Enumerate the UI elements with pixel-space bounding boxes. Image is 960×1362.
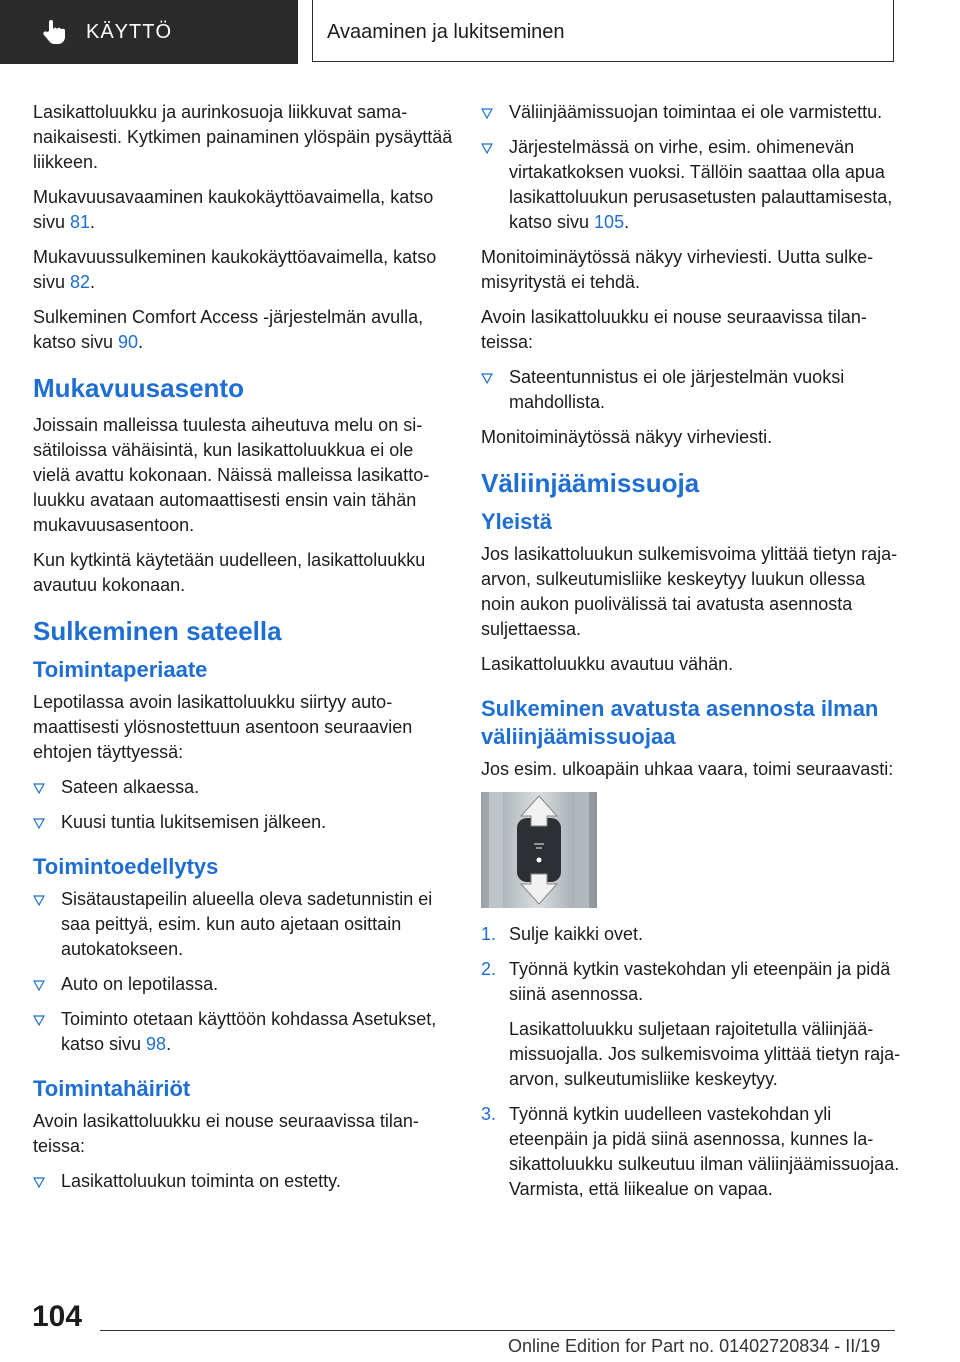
paragraph: Lasikattoluukku avautuu vähän. bbox=[481, 654, 734, 674]
bullet-triangle-icon bbox=[481, 372, 493, 384]
bullet-triangle-icon bbox=[33, 817, 45, 829]
bullet-triangle-icon bbox=[33, 894, 45, 906]
heading-toimintaperiaate: Toimintaperiaate bbox=[33, 657, 208, 682]
page-link[interactable]: 81 bbox=[70, 212, 91, 232]
paragraph-ref: Mukavuussulkeminen kaukokäyttöavaimella, katso sivu 82. bbox=[33, 247, 437, 292]
paragraph: Avoin lasikattoluukku ei nouse seuraavissa tilanteissa: bbox=[481, 307, 867, 352]
list-item: Väliinjäämissuojan toimintaa ei ole varmistettu. bbox=[481, 100, 901, 125]
roof-switch-image bbox=[481, 792, 597, 908]
list-item: Auto on lepotilassa. bbox=[33, 972, 453, 997]
page-link[interactable]: 105 bbox=[594, 212, 625, 232]
right-column bbox=[481, 100, 901, 1212]
heading-sulkeminen-sateella: Sulkeminen sateella bbox=[33, 616, 282, 646]
list-item: Sisätaustapeilin alueella oleva sadetunnistin ei saa peittyä, esim. kun auto ajetaan osittain autokatokseen. bbox=[33, 887, 453, 962]
list-item: Järjestelmässä on virhe, esim. ohimenevän virtakatkoksen vuoksi. Tällöin saattaa olla apua lasikattoluukun perusasetusten palauttamisesta, katso sivu 105. bbox=[481, 135, 901, 235]
paragraph: Monitoiminäytössä näkyy virheviesti. bbox=[481, 427, 773, 447]
bullet-triangle-icon bbox=[33, 979, 45, 991]
paragraph: Monitoiminäytössä näkyy virheviesti. Uutta sulkemisyritystä ei tehdä. bbox=[481, 247, 874, 292]
step-text: Työnnä kytkin uudelleen vastekohdan yli eteenpäin ja pidä siinä asennossa, kunnes lasikattoluukku sulkeutuu ilman väliinjäämissuojaa. Varmista, että liikealue on vapaa. bbox=[509, 1104, 900, 1199]
step-number: 2. bbox=[481, 959, 497, 979]
paragraph: Avoin lasikattoluukku ei nouse seuraavissa tilanteissa: bbox=[33, 1111, 419, 1156]
heading-toimintoedellytys: Toimintoedellytys bbox=[33, 854, 219, 879]
heading-valiinjaamissuoja: Väliinjäämissuoja bbox=[481, 468, 700, 498]
page-link[interactable]: 82 bbox=[70, 272, 91, 292]
paragraph-ref: Mukavuusavaaminen kaukokäyttöavaimella, katso sivu 81. bbox=[33, 187, 434, 232]
paragraph: Jos esim. ulkoapäin uhkaa vaara, toimi seuraavasti: bbox=[481, 759, 894, 779]
list-item: Toiminto otetaan käyttöön kohdassa Asetukset, katso sivu 98. bbox=[33, 1007, 453, 1057]
paragraph: Lepotilassa avoin lasikattoluukku siirtyy automaattisesti ylösnostettuun asentoon seuraavien ehtojen täyttyessä: bbox=[33, 692, 413, 762]
paragraph: Joissain malleissa tuulesta aiheutuva melu on sisätiloissa vähäisintä, kun lasikattoluukkua ei ole vielä avattu kokonaan. Näissä malleissa lasikattoluukku avataan automaattisesti ensin vain tähän mukavuusasentoon. bbox=[33, 415, 430, 535]
bullet-triangle-icon bbox=[33, 1014, 45, 1026]
step-item bbox=[481, 957, 901, 1007]
left-column bbox=[33, 100, 453, 1204]
list-item: Kuusi tuntia lukitsemisen jälkeen. bbox=[33, 810, 453, 835]
heading-mukavuusasento: Mukavuusasento bbox=[33, 373, 244, 403]
heading-yleista: Yleistä bbox=[481, 509, 552, 534]
bullet-triangle-icon bbox=[33, 782, 45, 794]
paragraph: Lasikattoluukku ja aurinkosuoja liikkuvat samanaikaisesti. Kytkimen painaminen ylöspäin pysäyttää liikkeen. bbox=[33, 102, 453, 172]
paragraph: Jos lasikattoluukun sulkemisvoima ylittää tietyn raja-arvon, sulkeutumisliike keskeytyy luukun ollessa noin aukon puolivälissä tai avatusta asennosta suljettaessa. bbox=[481, 544, 898, 639]
paragraph: Kun kytkintä käytetään uudelleen, lasikattoluukku avautuu kokonaan. bbox=[33, 550, 426, 595]
page-header bbox=[0, 0, 960, 66]
footer-divider bbox=[100, 1330, 895, 1331]
section-label: KÄYTTÖ bbox=[86, 21, 173, 43]
list-item: Lasikattoluukun toiminta on estetty. bbox=[33, 1169, 453, 1194]
step-text: Sulje kaikki ovet. bbox=[509, 924, 644, 944]
edition-note: Online Edition for Part no. 01402720834 - II/19 bbox=[508, 1336, 881, 1356]
step-text: Työnnä kytkin vastekohdan yli eteenpäin ja pidä siinä asennossa. bbox=[509, 959, 891, 1004]
chapter-title: Avaaminen ja lukitseminen bbox=[327, 21, 565, 43]
step-item bbox=[481, 922, 901, 947]
page-link[interactable]: 98 bbox=[146, 1034, 167, 1054]
bullet-triangle-icon bbox=[481, 142, 493, 154]
heading-sulkeminen-avatusta: Sulkeminen avatusta asennosta ilman väliinjäämissuojaa bbox=[481, 696, 879, 749]
heading-toimintahairiot: Toimintahäiriöt bbox=[33, 1076, 191, 1101]
step-note: Lasikattoluukku suljetaan rajoitetulla väliinjäämissuojalla. Jos sulkemisvoima ylittää tietyn raja-arvon, sulkeutumisliike keskeytyy. bbox=[509, 1019, 901, 1089]
page-number: 104 bbox=[32, 1300, 83, 1333]
paragraph-ref: Sulkeminen Comfort Access -järjestelmän avulla, katso sivu 90. bbox=[33, 307, 424, 352]
step-number: 1. bbox=[481, 924, 497, 944]
step-item bbox=[481, 1102, 901, 1202]
bullet-triangle-icon bbox=[481, 107, 493, 119]
bullet-triangle-icon bbox=[33, 1176, 45, 1188]
list-item: Sateentunnistus ei ole järjestelmän vuoksi mahdollista. bbox=[481, 365, 901, 415]
chapter-tab bbox=[312, 0, 894, 62]
section-tab bbox=[0, 0, 298, 64]
hand-pointer-icon bbox=[40, 18, 68, 46]
list-item: Sateen alkaessa. bbox=[33, 775, 453, 800]
step-number: 3. bbox=[481, 1104, 497, 1124]
page-link[interactable]: 90 bbox=[118, 332, 139, 352]
